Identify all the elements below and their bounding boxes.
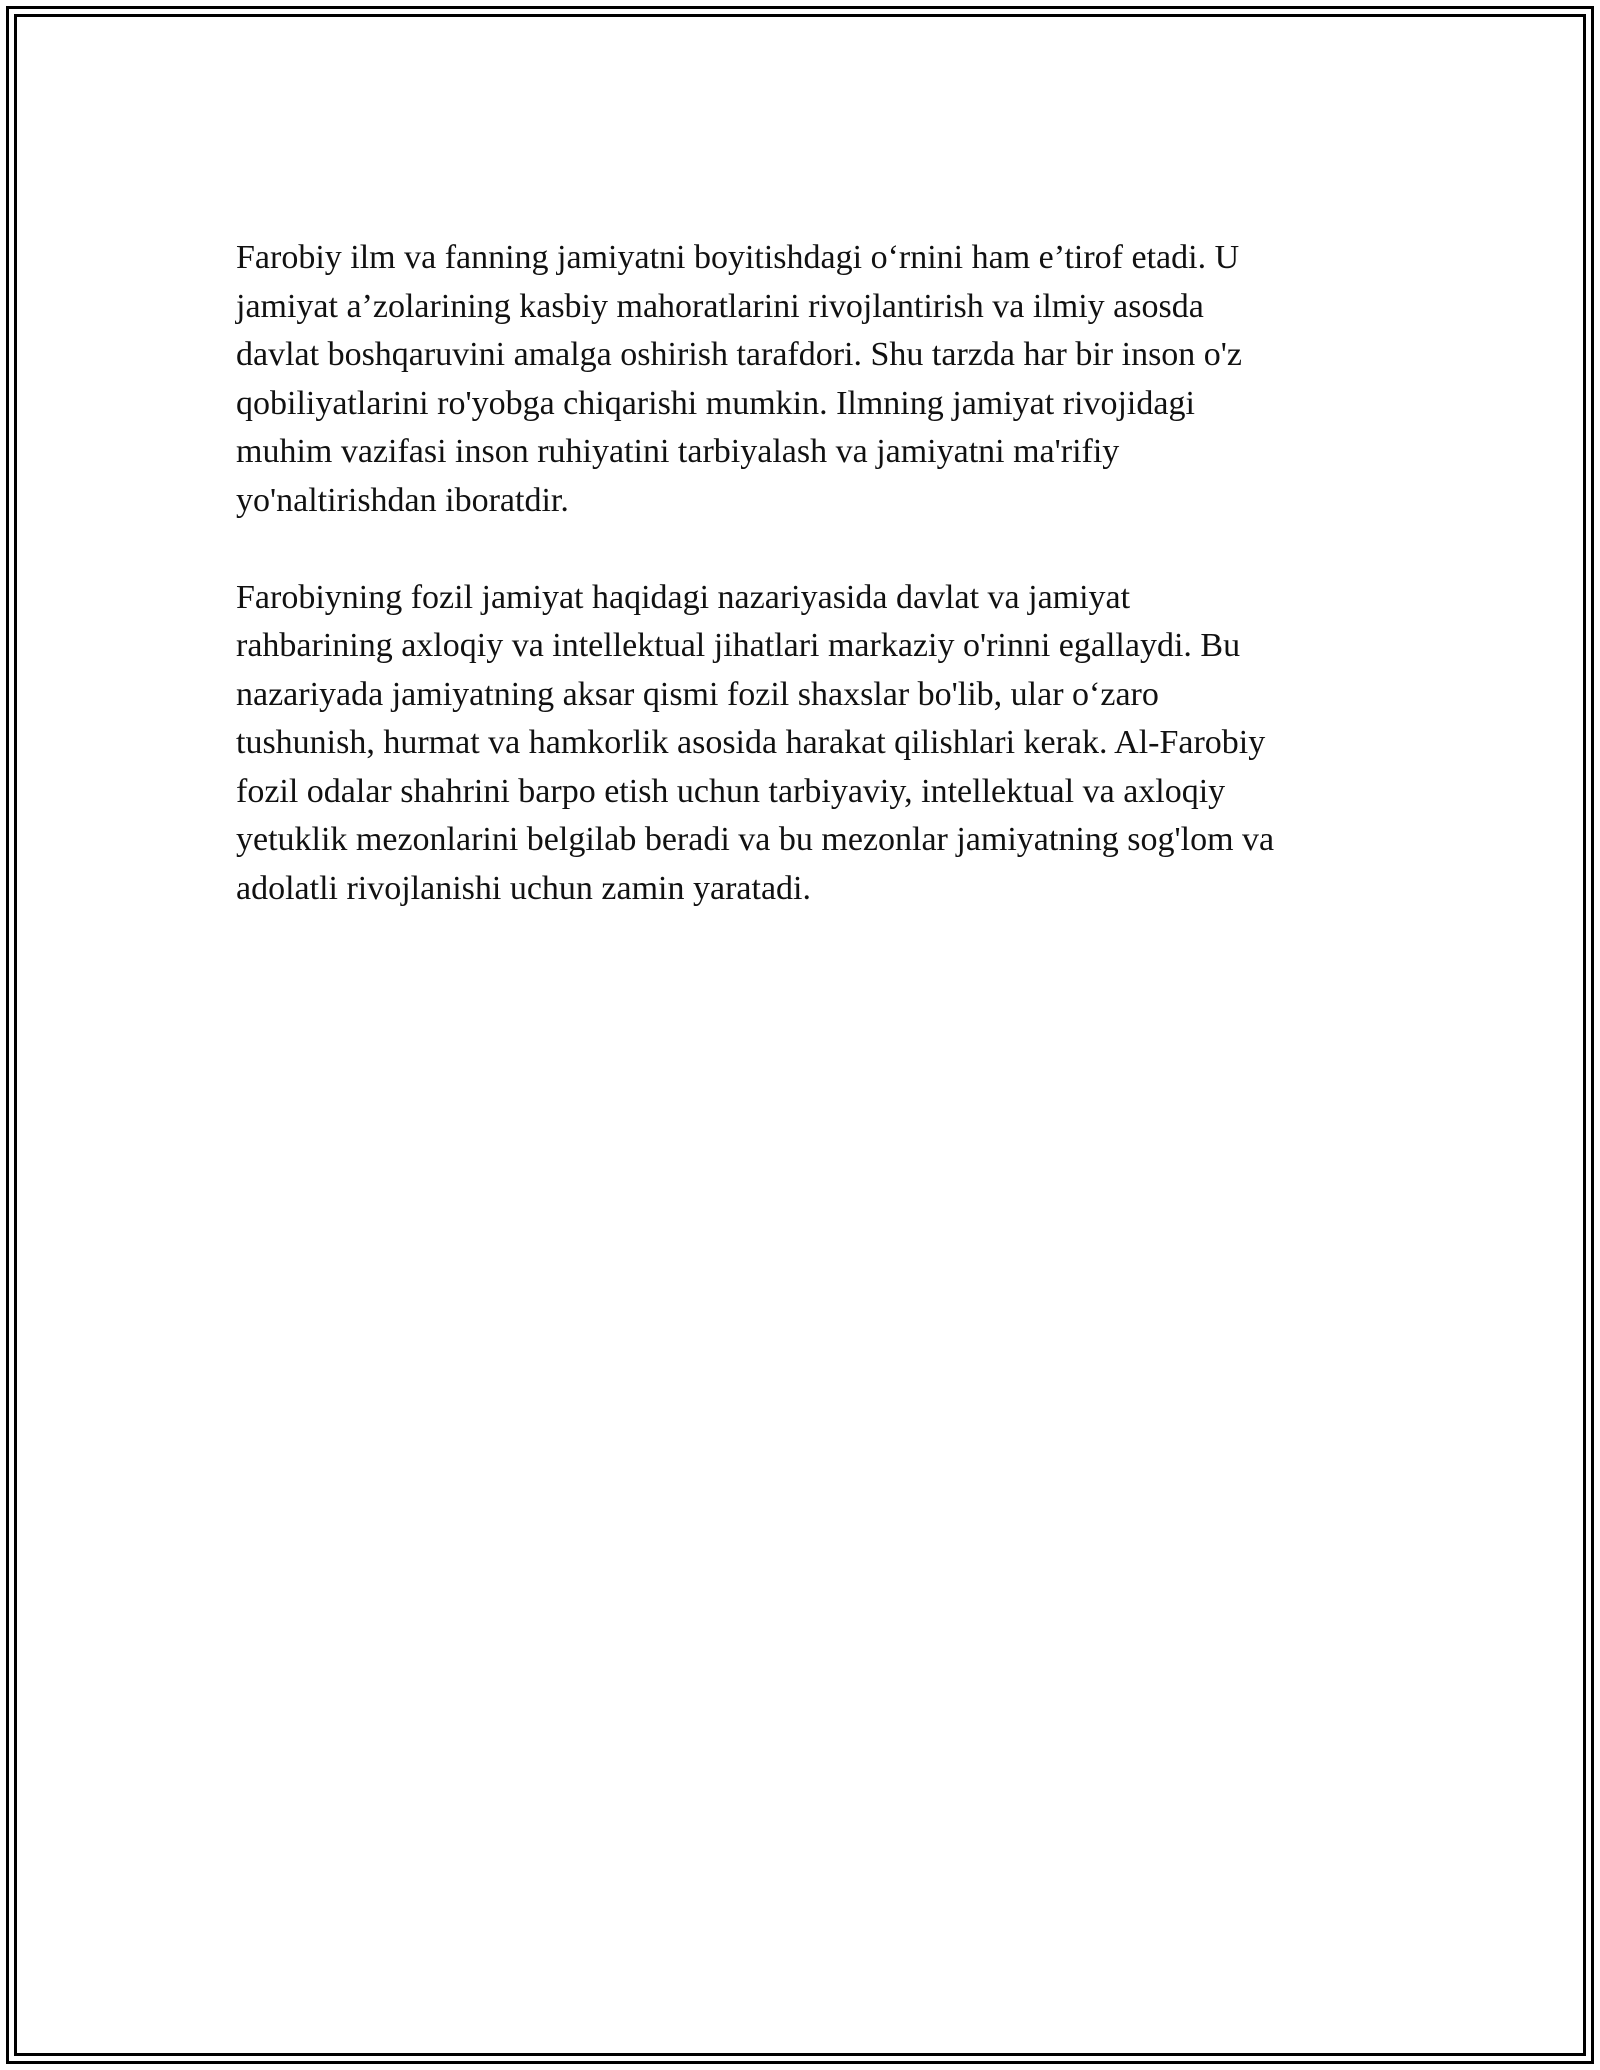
paragraph-1: [236, 234, 1376, 525]
paragraph-line: Farobiyning fozil jamiyat haqidagi nazariyasida davlat va jamiyat: [236, 578, 1131, 616]
paragraph-line: Farobiy ilm va fanning jamiyatni boyitishdagi o‘rnini ham e’tirof etadi. U: [236, 239, 1240, 276]
paragraph-line: nazariyada jamiyatning aksar qismi fozil shaxslar bo'lib, ular o‘zaro: [236, 675, 1159, 713]
document-body: [236, 234, 1376, 913]
paragraph-line: rahbarining axloqiy va intellektual jihatlari markaziy o'rinni egallaydi. Bu: [236, 627, 1241, 664]
paragraph-line: yo'naltirishdan iboratdir.: [236, 481, 569, 519]
paragraph-line: adolatli rivojlanishi uchun zamin yaratadi.: [236, 869, 811, 907]
paragraph-line: davlat boshqaruvini amalga oshirish tarafdori. Shu tarzda har bir inson o'z: [236, 336, 1243, 373]
paragraph-line: qobiliyatlarini ro'yobga chiqarishi mumkin. Ilmning jamiyat rivojidagi: [236, 384, 1195, 422]
paragraph-line: yetuklik mezonlarini belgilab beradi va bu mezonlar jamiyatning sog'lom va: [236, 821, 1275, 858]
paragraph-line: muhim vazifasi inson ruhiyatini tarbiyalash va jamiyatni ma'rifiy: [236, 433, 1120, 470]
paragraph-line: tushunish, hurmat va hamkorlik asosida harakat qilishlari kerak. Al-Farobiy: [236, 724, 1266, 761]
paragraph-line: fozil odalar shahrini barpo etish uchun tarbiyaviy, intellektual va axloqiy: [236, 772, 1226, 810]
paragraph-2: [236, 574, 1376, 914]
paragraph-line: jamiyat a’zolarining kasbiy mahoratlarini rivojlantirish va ilmiy asosda: [236, 287, 1204, 325]
